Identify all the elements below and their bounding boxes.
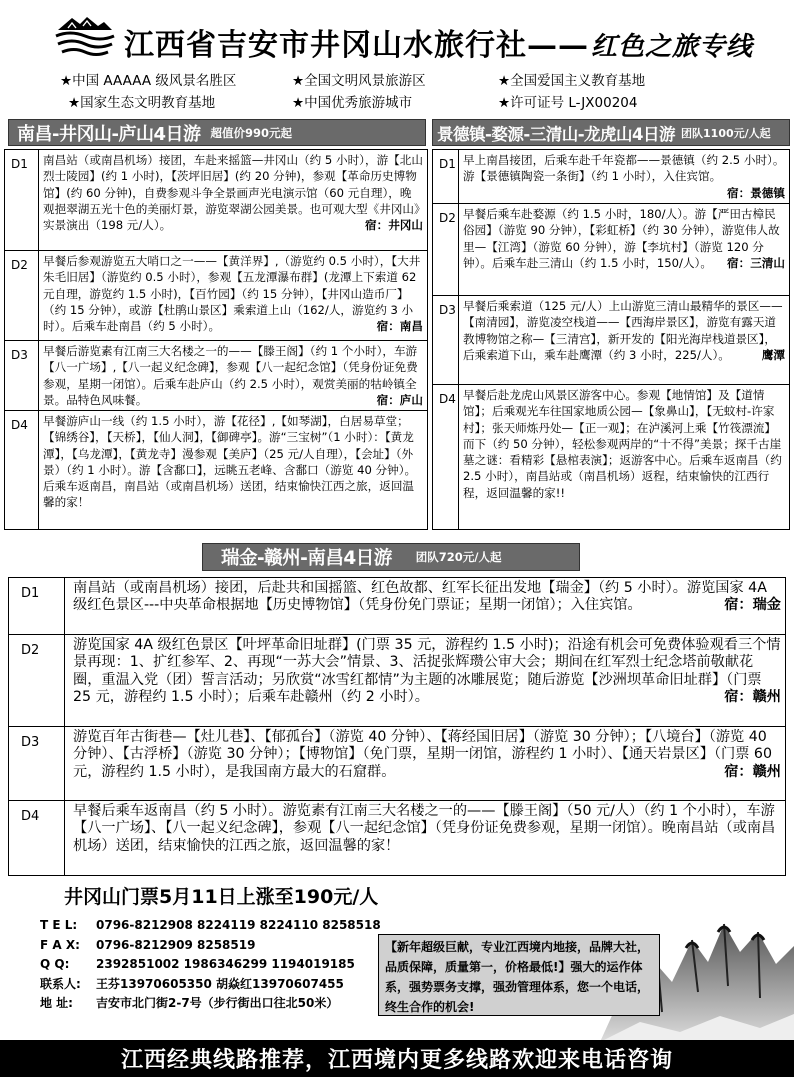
honor-item: ★许可证号 L-JX00204 <box>498 95 638 111</box>
contact-fax: F A X: 0796-8212909 8258519 <box>40 937 256 952</box>
itinerary-row <box>9 635 785 727</box>
tour1-banner <box>8 119 426 146</box>
itinerary-row <box>9 727 785 801</box>
stay-label: 宿：南昌 <box>376 319 423 334</box>
day-label: D1 <box>5 150 39 250</box>
honor-item: ★全国文明风景旅游区 <box>292 73 426 89</box>
itinerary-row <box>5 341 427 411</box>
day-label: D2 <box>433 204 459 295</box>
stay-label: 宿：三清山 <box>727 255 785 270</box>
day-description: 游览国家 4A 级红色景区【叶坪革命旧址群】(门票 35 元，游程约 1.5 小时)；沿途有机会可免费体验观看三个情景再现：1、扩红参军、2、再现“一苏大会”情景、3、活捉张辉瓒公审大会；期间在红军烈士纪念塔前敬献花圈，重温入党（团）誓言活动；另欣赏“冰雪红都情”为主题的冰雕展览；随后游览【沙洲坝革命旧址群】（门票 25 元，游程约 1.5 小时）；后乘车赴赣州（约 2 小时）。 宿：赣州 <box>73 637 781 706</box>
contact-tel: T E L: 0796-8212908 8224119 8224110 8258518 <box>40 918 381 932</box>
day-description: 早餐后乘车返南昌（约 5 小时）。游览素有江南三大名楼之一的——【滕王阁】（50 元/人）（约 1 个小时），车游【八一广场】、【八一起义纪念碑】，参观【八一起纪念馆】（凭身份证免费参观，星期一闭馆）。晚南昌站（或南昌机场）送团，结束愉快的江西之旅，返回温馨的家！ <box>73 803 776 854</box>
day-description: 早餐游庐山一线（约 1.5 小时），游【花径】,【如琴湖】，白居易草堂；【锦绣谷】，【天桥】，【仙人洞】，【御碑亭】。游“三宝树”（1 小时）：【黄龙潭】，【乌龙潭】，【黄龙寺】漫参观【美庐】（25 元/人自理），【会址】（外景）（约 1 小时）。游【含鄱口】，远眺五老峰、含鄱口（游览 40 分钟）。后乘车返南昌，南昌站（或南昌机场）送团，结束愉快江西之旅，返回温馨的家！ <box>43 414 417 510</box>
itinerary-row <box>433 204 789 296</box>
stay-label: 宿：庐山 <box>376 392 423 407</box>
day-label: D1 <box>9 578 65 634</box>
stay-label: 宿：井冈山 <box>365 218 423 233</box>
day-description: 南昌站（或南昌机场）接团，后赴共和国摇篮、红色故都、红军长征出发地【瑞金】（约 5 小时）。游览国家 4A 级红色景区---中央革命根据地【历史博物馆】（凭身份免门票证；星期一闭馆）；入住宾馆。 宿：瑞金 <box>73 580 781 614</box>
tour2-itinerary <box>432 149 790 530</box>
day-description: 早上南昌接团，后乘车赴千年瓷都——景德镇（约 2.5 小时）。游【景德镇陶瓷一条街】（约 1 小时），入住宾馆。 宿：景德镇 <box>463 153 785 200</box>
itinerary-row <box>433 296 789 385</box>
contact-qq: Q Q: 2392851002 1986346299 1194019185 <box>40 957 355 972</box>
tour1-price: 超值价990元起 <box>210 125 292 140</box>
footer-banner: 江西经典线路推荐，江西境内更多线路欢迎来电话咨询 <box>0 1040 794 1077</box>
day-description: 早餐后乘索道（125 元/人）上山游览三清山最精华的景区——【南清园】，游览凌空栈道——【西海岸景区】，游览有露天道教博物馆之称—【三清宫】，新开发的【阳光海岸栈道景区】，后乘索道下山，乘车赴鹰潭（约 3 小时，225/人）。 鹰潭 <box>463 299 785 362</box>
day-description: 早餐后赴龙虎山风景区游客中心。参观【地情馆】及【道情馆】；后乘观光车往国家地质公园—【象鼻山】，【无蚊村-许家村】；张天师炼丹处—【正一观】；在泸溪河上乘【竹筏漂流】而下（约 50 分钟），轻松参观两岸的“十不得”美景；探千古崖墓之谜：看精彩【悬棺表演】；返游客中心。后乘车返南昌（约 2.5 小时），南昌站或（南昌机场）返程，结束愉快的江西行程，返回温馨的家!! <box>463 388 782 500</box>
day-label: D4 <box>9 801 65 875</box>
contact-person: 联系人: 王芬13970605350 胡焱红13970607455 <box>40 976 344 991</box>
day-description: 早餐后游览素有江南三大名楼之一的——【滕王阁】（约 1 个小时），车游【八一广场】,【八一起义纪念碑】，参观【八一起纪念馆】（凭身份证免费参观，星期一闭馆）。后乘车赴庐山（约 2.5 小时），观赏美丽的牯岭镇全景。品特色风味餐。 宿：庐山 <box>43 344 423 407</box>
day-label: D2 <box>5 251 39 340</box>
honors-list <box>60 68 780 112</box>
tour1-itinerary <box>4 149 428 530</box>
itinerary-row <box>9 578 785 635</box>
stay-label: 宿：瑞金 <box>724 597 781 614</box>
day-label: D3 <box>9 727 65 800</box>
day-label: D3 <box>5 341 39 410</box>
stay-label: 鹰潭 <box>761 347 785 362</box>
tour2-price: 团队1100元/人起 <box>681 126 771 140</box>
honor-item: ★国家生态文明教育基地 <box>68 95 216 111</box>
stay-label: 宿：赣州 <box>724 689 781 706</box>
promo-box: 【新年超级巨献，专业江西境内地接，品牌大社，品质保障，质量第一，价格最低!】强大的运作体系，强势票务支撑，强劲管理体系，您一个电话，终生合作的机会! <box>378 934 660 1016</box>
honor-item: ★中国 AAAAA 级风景名胜区 <box>60 73 237 89</box>
day-description: 游览百年古街巷—【灶儿巷】、【郁孤台】（游览 40 分钟）、【蒋经国旧居】（游览 30 分钟）；【八境台】（游览 40 分钟）、【古浮桥】（游览 30 分钟）；【博物馆】（免门票，星期一闭馆，游程约 1 小时）、【通天岩景区】（门票 60 元，游程约 1.5 小时），是我国南方最大的石窟群。 宿：赣州 <box>73 729 781 780</box>
itinerary-row <box>5 411 427 529</box>
day-label: D3 <box>433 296 459 384</box>
day-label: D2 <box>9 635 65 726</box>
day-label: D4 <box>5 411 39 529</box>
agency-logo <box>54 14 116 58</box>
agency-name: 江西省吉安市井冈山水旅行社—— <box>124 28 589 63</box>
itinerary-row <box>5 150 427 251</box>
tour3-itinerary <box>8 577 786 876</box>
contact-info <box>40 916 381 1014</box>
tour3-price: 团队720元/人起 <box>415 550 502 564</box>
contact-address: 地 址: 吉安市北门街2-7号（步行街出口往北50米） <box>40 996 339 1011</box>
page-subtitle: 红色之旅专线 <box>591 32 754 62</box>
itinerary-row <box>5 251 427 341</box>
honor-item: ★全国爱国主义教育基地 <box>498 73 646 89</box>
tour2-banner <box>432 119 790 146</box>
ticket-price-notice: 井冈山门票5月11日上涨至190元/人 <box>64 886 379 908</box>
day-description: 早餐后乘车赴婺源（约 1.5 小时，180/人）。游【严田古樟民俗园】（游览 90 分钟），【彩虹桥】（约 30 分钟），游览伟人故里—【江湾】（游览 60 分钟），游【李坑村】（游览 120 分钟）。后乘车赴三清山（约 1.5 小时，150/人）。 宿：三清山 <box>463 207 785 270</box>
itinerary-row <box>9 801 785 875</box>
day-description: 南昌站（或南昌机场）接团，车赴来摇篮—井冈山（约 5 小时），游【北山烈士陵园】(约 1 小时)，【茨坪旧居】(约 20 分钟)，参观【革命历史博物馆】(约 60 分钟)，自费参观斗争全景画声光电演示馆（60 元自理），晚观挹翠湖五光十色的美丽灯景，游览翠湖公园美景。也可观大型《井冈山》实景演出（198 元/人）。 宿：井冈山 <box>43 153 423 233</box>
itinerary-row <box>433 385 789 529</box>
tour2-title: 景德镇-婺源-三清山-龙虎山4日游 <box>437 124 676 144</box>
honor-item: ★中国优秀旅游城市 <box>292 95 413 111</box>
stay-label: 宿：景德镇 <box>727 185 785 200</box>
page-title <box>124 20 753 64</box>
tour3-title: 瑞金-赣州-南昌4日游 <box>221 548 392 569</box>
day-label: D1 <box>433 150 459 203</box>
day-description: 早餐后参观游览五大哨口之一——【黄洋界】,（游览约 0.5 小时），【大井朱毛旧居】（游览约 0.5 小时），参观【五龙潭瀑布群】(龙潭上下索道 62 元自理，游览约 1.5 小时)，【百竹园】（约 15 分钟），【井冈山造币厂】（约 15 分钟），或游【杜鹃山景区】乘索道上山（162/人，游览约 3 小时）。后乘车赴南昌（约 5 小时）。 宿：南昌 <box>43 254 423 334</box>
stay-label: 宿：赣州 <box>724 763 781 780</box>
tour3-banner <box>202 543 580 571</box>
tour1-title: 南昌-井冈山-庐山4日游 <box>17 123 201 145</box>
itinerary-row <box>433 150 789 204</box>
day-label: D4 <box>433 385 459 529</box>
